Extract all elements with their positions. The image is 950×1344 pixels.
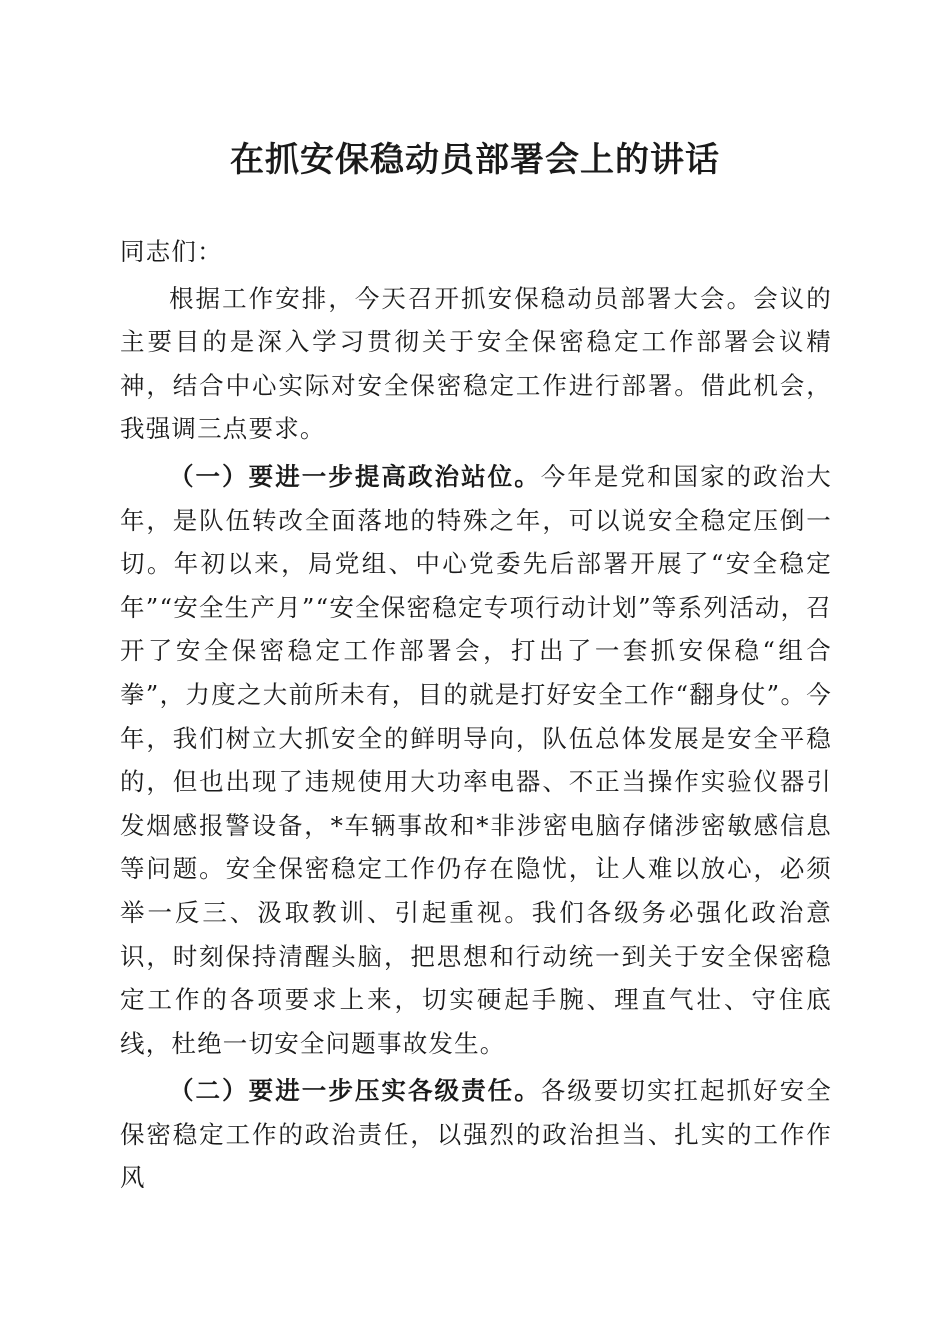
document-body <box>120 230 832 1200</box>
section-paragraph-2 <box>120 1069 832 1200</box>
section-heading-1: （一）要进一步提高政治站位。 <box>169 461 541 491</box>
section-heading-2: （二）要进一步压实各级责任。 <box>169 1076 541 1106</box>
section-paragraph-1 <box>120 455 832 1065</box>
intro-paragraph: 根据工作安排，今天召开抓安保稳动员部署大会。会议的主要目的是深入学习贯彻关于安全保密稳定工作部署会议精神，结合中心实际对安全保密稳定工作进行部署。借此机会，我强调三点要求。 <box>120 283 832 444</box>
section-text-2: 各级要切实扛起抓好安全保密稳定工作的政治责任，以强烈的政治担当、扎实的工作作风 <box>120 1076 832 1193</box>
salutation: 同志们： <box>120 237 223 266</box>
section-text-1: 今年是党和国家的政治大年，是队伍转改全面落地的特殊之年，可以说安全稳定压倒一切。年初以来，局党组、中心党委先后部署开展了“安全稳定年”“安全生产月”“安全保密稳定专项行动计划”等系列活动，召开了安全保密稳定工作部署会，打出了一套抓安保稳“组合拳”，力度之大前所未有，目的就是打好安全工作“翻身仗”。今年，我们树立大抓安全的鲜明导向，队伍总体发展是安全平稳的，但也出现了违规使用大功率电器、不正当操作实验仪器引发烟感报警设备，*车辆事故和*非涉密电脑存储涉密敏感信息等问题。安全保密稳定工作仍存在隐忧，让人难以放心，必须举一反三、汲取教训、引起重视。我们各级务必强化政治意识，时刻保持清醒头脑，把思想和行动统一到关于安全保密稳定工作的各项要求上来，切实硬起手腕、理直气壮、守住底线，杜绝一切安全问题事故发生。 <box>120 461 832 1058</box>
document-title: 在抓安保稳动员部署会上的讲话 <box>230 140 720 180</box>
